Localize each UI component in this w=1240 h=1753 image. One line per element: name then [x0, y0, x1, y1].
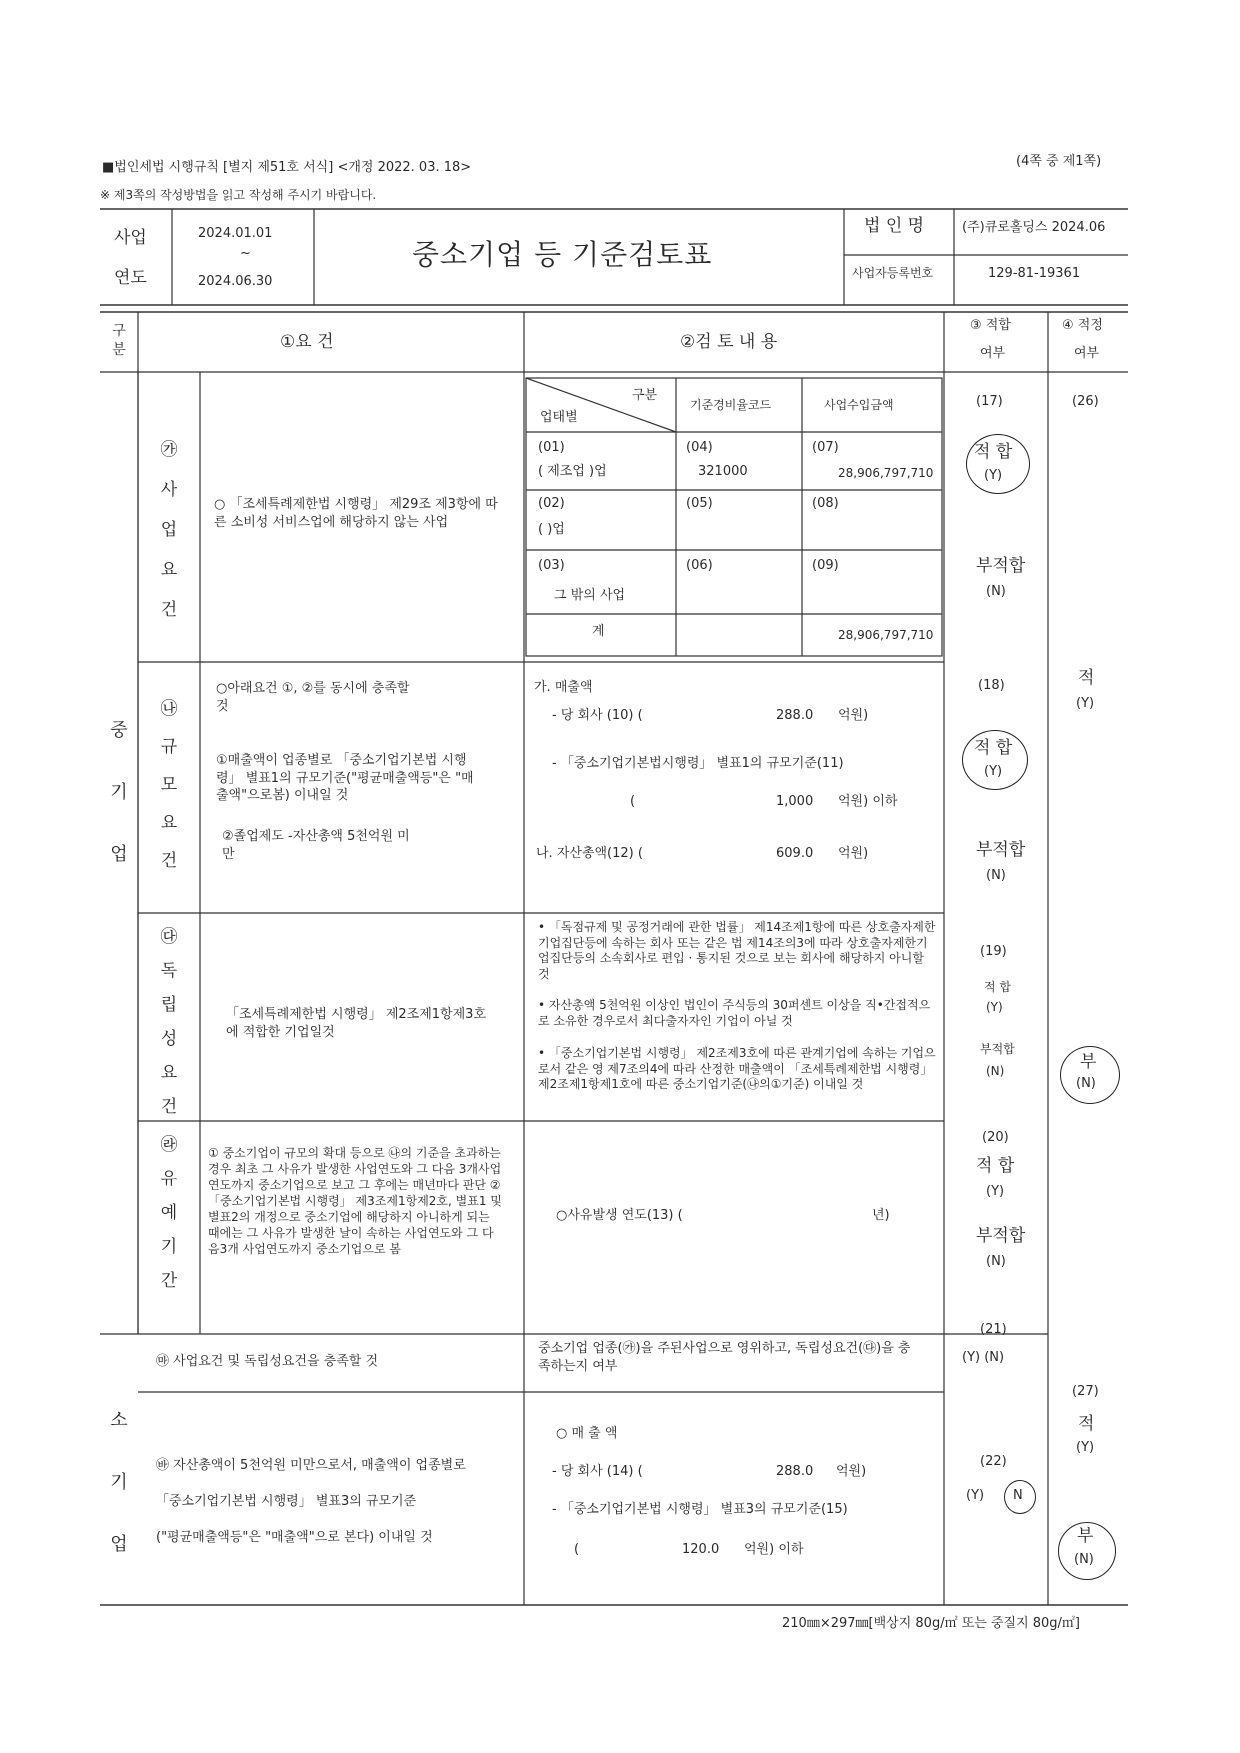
- subtable-amount-header: 사업수입금액: [824, 398, 894, 412]
- independence-col4-no: 부: [1080, 1052, 1097, 1072]
- small2-fit-no: (22): [980, 1454, 1007, 1469]
- business-fit-no: (17): [976, 394, 1003, 409]
- r1-amt: 28,906,797,710: [838, 466, 934, 480]
- scale-fit-no-label: 부적합: [976, 840, 1026, 860]
- independence-requirement: 「조세특례제한법 시행령」 제2조제1항제3호에 적합한 기업일것: [226, 1007, 487, 1040]
- r2-no: (02): [538, 496, 565, 511]
- scale-req-1: ○아래요건 ①, ②를 동시에 충족할 것: [216, 681, 410, 714]
- grace-fit-no-code: (N): [986, 1254, 1006, 1269]
- col-fit4-line1: ④ 적정: [1062, 318, 1103, 333]
- independence-fit-yes-code: (Y): [986, 1000, 1003, 1014]
- row-label-business: ㉮사업요건: [160, 440, 178, 620]
- small2-rev-c: - 「중소기업기본법 시행령」 별표3의 규모기준(15): [552, 1502, 848, 1517]
- year-label-2: 연도: [114, 268, 147, 288]
- r2-code-no: (05): [686, 496, 713, 511]
- independence-rev-3: • 「중소기업기본법 시행령」 제2조제3호에 따른 관계기업에 속하는 기업으로서 같은 영 제7조의4에 따라 산정한 매출액이 「조세특례제한법 시행령」 제2조제1항제1호에 따른 중소기업기준(㉯의①기준) 이내일 것: [538, 1046, 936, 1092]
- independence-fit-no-code: (N): [986, 1064, 1005, 1078]
- scale-fit-no: (18): [978, 678, 1005, 693]
- business-fit-no-code: (N): [986, 584, 1006, 599]
- grace-requirement: ① 중소기업이 규모의 확대 등으로 ㉯의 기준을 초과하는 경우 최초 그 사유가 발생한 사업연도와 그 다음 3개사업연도까지 중소기업으로 보고 그 후에는 매년마다 판단 ② 「중소기업기본법 시행령」 제3조제1항제2호, 별표1 및 별표2의 개정으로 중소기업에 해당하지 아니하게 되는 때에는 그 사유가 발생한 날이 속하는 사업연도와 그 다음3개 사업연도까지 중소기업으로 봄: [208, 1146, 502, 1256]
- col-fit3-line2: 여부: [980, 346, 1006, 361]
- form-reference: ■법인세법 시행규칙 [별지 제51호 서식] <개정 2022. 03. 18>: [102, 160, 472, 175]
- grace-fit-no: (20): [982, 1130, 1009, 1145]
- group-label-small: 소기업: [110, 1410, 128, 1555]
- independence-fit-no-label: 부적합: [980, 1042, 1015, 1056]
- subtable-gubun: 구분: [632, 388, 658, 403]
- corp-name-value: (주)큐로홀딩스 2024.06: [962, 220, 1106, 235]
- scale-rev-b-unit: 억원): [838, 708, 869, 723]
- small1-col4-no: (27): [1072, 1384, 1099, 1399]
- grace-fit-yes: 적 합: [976, 1156, 1015, 1176]
- scale-rev-d-unit: 억원) 이하: [838, 794, 898, 809]
- total-amt: 28,906,797,710: [838, 628, 934, 642]
- row-label-scale: ㉯규모요건: [160, 699, 178, 871]
- small2-rev-b: - 당 회사 (14) (: [552, 1464, 643, 1479]
- scale-req-2: ①매출액이 업종별로 「중소기업기본법 시행령」 별표1의 규모기준("평균매출액등"은 "매출액"으로봄) 이내일 것: [216, 753, 474, 804]
- col-fit4-line2: 여부: [1074, 346, 1100, 361]
- col-requirement: ①요 건: [280, 332, 334, 352]
- independence-rev-1: • 「독점규제 및 공정거래에 관한 법률」 제14조제1항에 따른 상호출자제한기업집단등에 속하는 회사 또는 같은 법 제14조의3에 따라 상호출자제한기업집단등의 소속회사로 편입 · 통지된 것으로 보는 회사에 해당하지 아니할 것: [538, 920, 936, 981]
- business-fit-yes-code: (Y): [984, 468, 1003, 483]
- scale-rev-c: - 「중소기업기본법시행령」 별표1의 규모기준(11): [552, 756, 844, 771]
- scale-col4-yes-code: (Y): [1076, 696, 1095, 711]
- scale-rev-e: 나. 자산총액(12) (: [536, 846, 643, 861]
- independence-rev-2: • 자산총액 5천억원 이상인 법인이 주식등의 30퍼센트 이상을 직•간접적으로 소유한 경우로서 최다출자자인 기업이 아닐 것: [538, 998, 931, 1028]
- small2-req-1: ㉳ 자산총액이 5천억원 미만으로서, 매출액이 업종별로: [156, 1458, 466, 1473]
- small2-rev-b-unit: 억원): [836, 1464, 867, 1479]
- small2-fit-n: N: [1013, 1488, 1023, 1503]
- paper-spec: 210㎜×297㎜[백상지 80g/㎡ 또는 중질지 80g/㎡]: [782, 1616, 1081, 1631]
- small2-fit-y: (Y): [966, 1488, 985, 1503]
- small1-fit-codes: (Y) (N): [962, 1350, 1005, 1365]
- page-info: (4쪽 중 제1쪽): [1016, 154, 1102, 169]
- col-fit3-line1: ③ 적합: [970, 318, 1011, 333]
- business-fit-no-label: 부적합: [976, 556, 1026, 576]
- group-label-sme: 중기업: [110, 720, 128, 865]
- small2-req-3: ("평균매출액등"은 "매출액"으로 본다) 이내일 것: [156, 1530, 433, 1545]
- small1-col4-no-label: 부: [1077, 1526, 1094, 1546]
- r3-no: (03): [538, 558, 565, 573]
- r3-amt-no: (09): [812, 558, 839, 573]
- page-title: 중소기업 등 기준검토표: [412, 238, 713, 271]
- scale-fit-yes-code: (Y): [984, 764, 1003, 779]
- independence-fit-yes: 적 합: [984, 980, 1011, 994]
- small1-requirement: ㉲ 사업요건 및 독립성요건을 충족할 것: [156, 1354, 379, 1369]
- biz-no-value: 129-81-19361: [988, 266, 1081, 281]
- small1-fit-no: (21): [980, 1322, 1007, 1337]
- small1-col4-yes: 적: [1078, 1414, 1095, 1434]
- row-label-independence: ㉰독립성요건: [160, 927, 178, 1117]
- business-col4-no: (26): [1072, 394, 1099, 409]
- small2-req-2: 「중소기업기본법 시행령」 별표3의 규모기준: [156, 1494, 417, 1509]
- scale-col4-yes: 적: [1078, 668, 1095, 688]
- small1-col4-yes-code: (Y): [1076, 1440, 1095, 1455]
- small2-rev-a: ○ 매 출 액: [556, 1426, 618, 1441]
- scale-rev-d-val: 1,000: [776, 794, 814, 809]
- small2-rev-d-unit: 억원) 이하: [744, 1542, 804, 1557]
- business-requirement: ○ 「조세특례제한법 시행령」 제29조 제3항에 따른 소비성 서비스업에 해당하지 않는 사업: [214, 497, 498, 530]
- r1-code: 321000: [698, 464, 748, 479]
- year-label-1: 사업: [114, 228, 147, 248]
- scale-fit-no-code: (N): [986, 868, 1006, 883]
- scale-req-3: ②졸업제도 -자산총액 5천억원 미만: [222, 829, 410, 862]
- row-label-grace: ㉱유예기간: [160, 1135, 178, 1291]
- small1-col4-no-code: (N): [1074, 1552, 1094, 1567]
- total-label: 계: [592, 624, 605, 639]
- small2-rev-d-open: (: [574, 1542, 580, 1557]
- col-gubun: 구분: [112, 323, 126, 358]
- subtable-biz: 업태별: [540, 410, 578, 425]
- corp-name-label: 법 인 명: [864, 216, 925, 236]
- r3-code-no: (06): [686, 558, 713, 573]
- r1-code-no: (04): [686, 440, 713, 455]
- r2-name: ( )업: [538, 522, 565, 537]
- small1-review: 중소기업 업종(㉮)을 주된사업으로 영위하고, 독립성요건(㉰)을 충족하는지 여부: [538, 1341, 911, 1374]
- subtable-code-header: 기준경비율코드: [690, 398, 772, 412]
- scale-rev-b-val: 288.0: [776, 708, 814, 723]
- start-date: 2024.01.01: [198, 226, 273, 241]
- scale-rev-e-unit: 억원): [838, 846, 869, 861]
- biz-no-label: 사업자등록번호: [852, 266, 934, 280]
- grace-review-unit: 년): [872, 1208, 890, 1223]
- r3-name: 그 밖의 사업: [554, 588, 626, 603]
- grace-fit-yes-code: (Y): [986, 1184, 1005, 1199]
- scale-rev-d-open: (: [630, 794, 636, 809]
- grace-fit-no-label: 부적합: [976, 1226, 1026, 1246]
- scale-rev-e-val: 609.0: [776, 846, 814, 861]
- col-review: ②검 토 내 용: [680, 332, 778, 352]
- grace-review: ○사유발생 연도(13) (: [556, 1208, 683, 1223]
- r2-amt-no: (08): [812, 496, 839, 511]
- end-date: 2024.06.30: [198, 274, 273, 289]
- scale-fit-yes: 적 합: [974, 738, 1013, 758]
- date-separator: ~: [240, 246, 251, 261]
- small2-rev-d-val: 120.0: [682, 1542, 720, 1557]
- independence-fit-no: (19): [980, 944, 1007, 959]
- r1-name: ( 제조업 )업: [538, 464, 607, 479]
- business-fit-yes: 적 합: [974, 442, 1013, 462]
- r1-amt-no: (07): [812, 440, 839, 455]
- scale-rev-b: - 당 회사 (10) (: [552, 708, 643, 723]
- independence-col4-no-code: (N): [1076, 1076, 1096, 1091]
- small2-rev-b-val: 288.0: [776, 1464, 814, 1479]
- r1-no: (01): [538, 440, 565, 455]
- instruction-note: ※ 제3쪽의 작성방법을 읽고 작성해 주시기 바랍니다.: [100, 188, 377, 202]
- scale-rev-a: 가. 매출액: [534, 680, 593, 695]
